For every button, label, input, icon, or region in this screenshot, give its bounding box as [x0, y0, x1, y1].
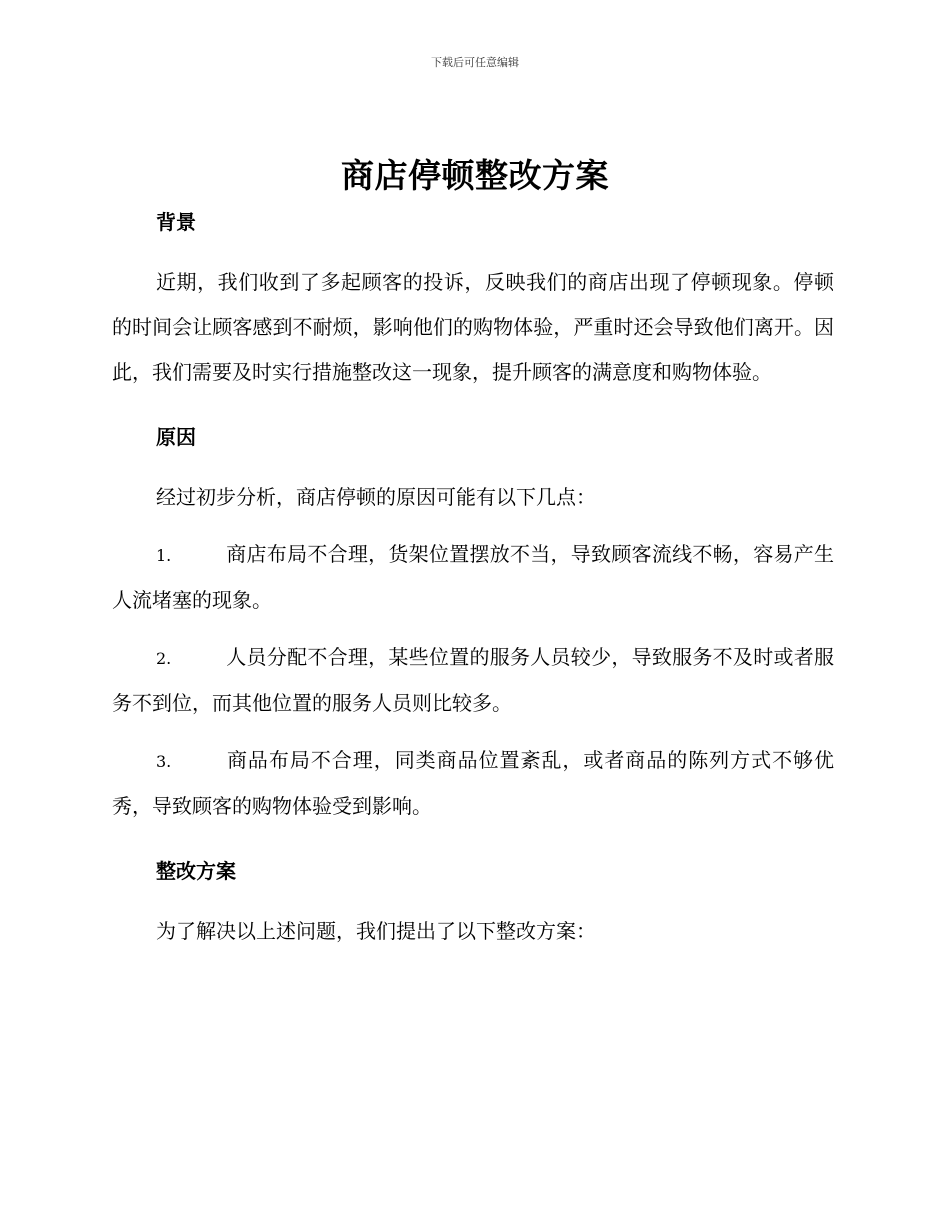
list-item-text: 商品布局不合理，同类商品位置紊乱，或者商品的陈列方式不够优秀，导致顾客的购物体验受到影响。	[112, 748, 834, 818]
list-item-text: 人员分配不合理，某些位置的服务人员较少，导致服务不及时或者服务不到位，而其他位置的服务人员则比较多。	[112, 645, 834, 715]
list-item	[112, 738, 834, 829]
list-item	[112, 635, 834, 726]
list-item-number: 2.	[156, 649, 172, 668]
causes-intro: 经过初步分析，商店停顿的原因可能有以下几点：	[156, 485, 596, 509]
list-item-number: 1.	[156, 546, 172, 565]
document-body	[112, 204, 834, 954]
header-note: 下载后可任意编辑	[431, 56, 519, 69]
list-item-number: 3.	[156, 752, 172, 771]
section-heading-plan: 整改方案	[156, 859, 236, 883]
section-heading-background: 背景	[156, 210, 196, 234]
list-item	[112, 532, 834, 623]
list-item-text: 商店布局不合理，货架位置摆放不当，导致顾客流线不畅，容易产生人流堵塞的现象。	[112, 542, 834, 612]
background-paragraph: 近期，我们收到了多起顾客的投诉，反映我们的商店出现了停顿现象。停顿的时间会让顾客感到不耐烦，影响他们的购物体验，严重时还会导致他们离开。因此，我们需要及时实行措施整改这一现象，提升顾客的满意度和购物体验。	[112, 270, 834, 384]
document-title: 商店停顿整改方案	[341, 156, 609, 195]
section-heading-causes: 原因	[156, 425, 196, 449]
plan-intro: 为了解决以上述问题，我们提出了以下整改方案：	[156, 919, 596, 943]
